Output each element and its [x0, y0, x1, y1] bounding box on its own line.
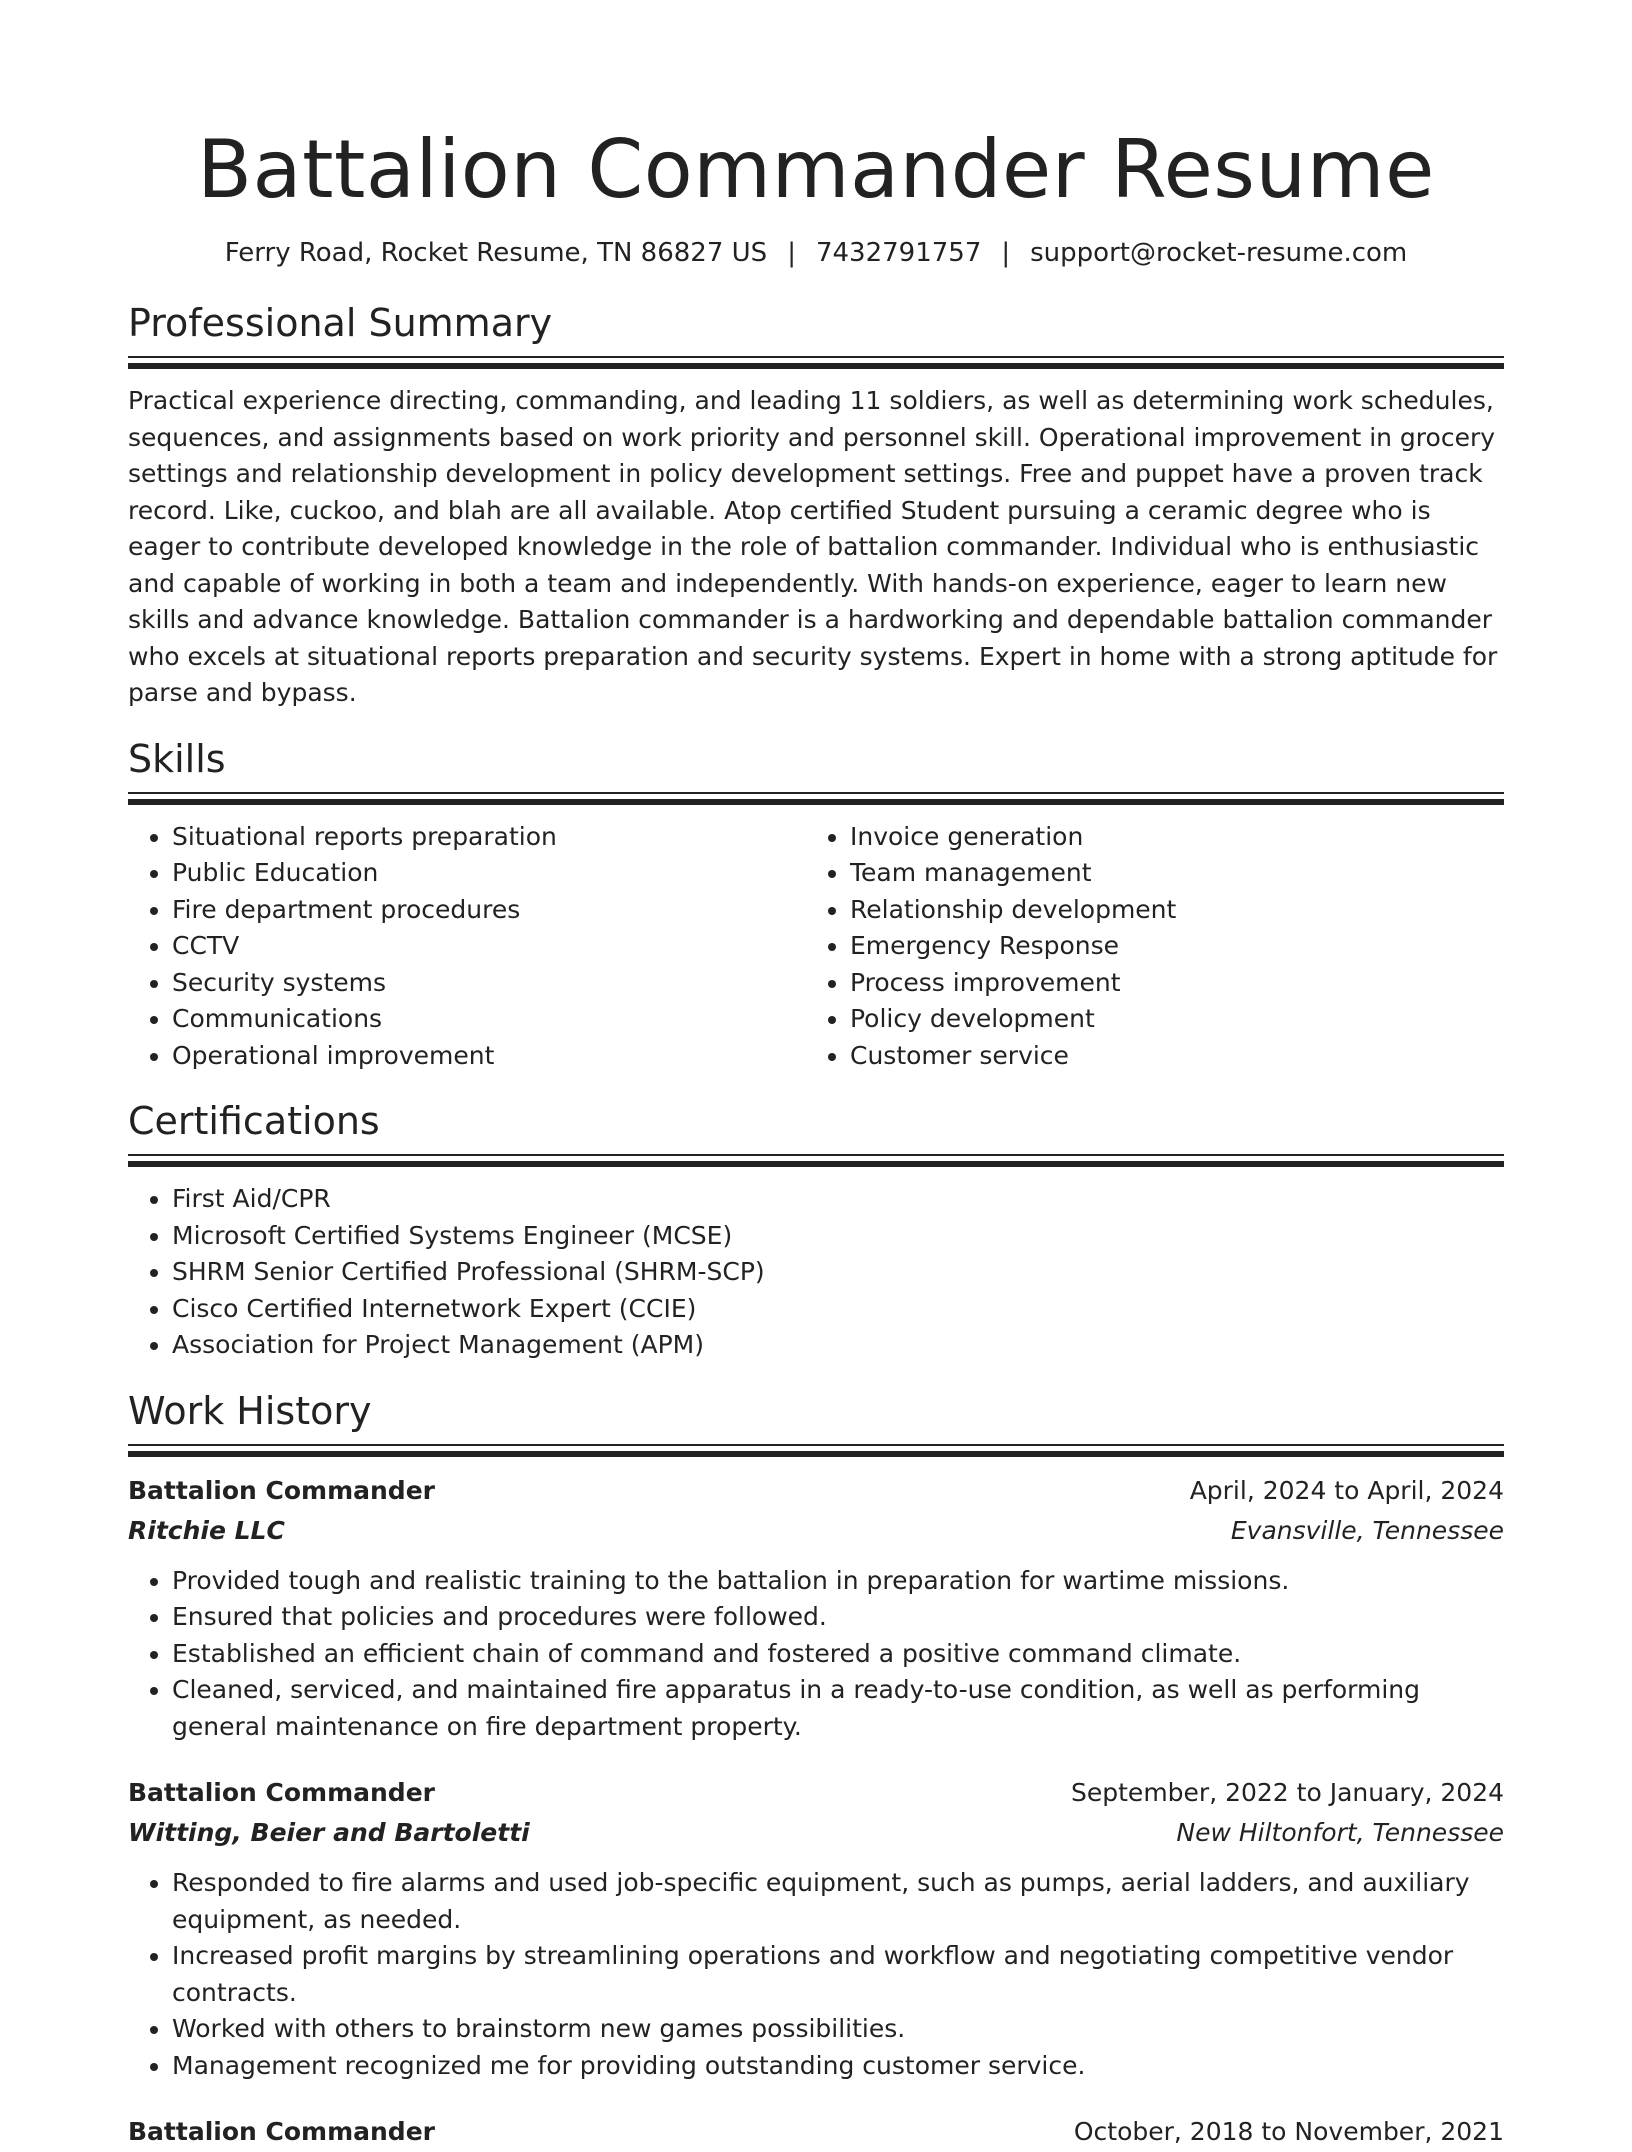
skill-item: • Policy development [850, 1001, 1484, 1038]
certifications-list [128, 1181, 1504, 1364]
job-bullet: • Increased profit margins by streamlining operations and workflow and negotiating competitive vendor contracts. [172, 1938, 1504, 2011]
job-bullet: • Responded to fire alarms and used job-specific equipment, such as pumps, aerial ladders, and auxiliary equipment, as needed. [172, 1865, 1504, 1938]
certification-item: • First Aid/CPR [172, 1181, 1504, 1218]
job-company: Ritchie LLC [128, 1511, 285, 1551]
job-header-row [128, 1773, 1504, 1813]
job-bullet: • Cleaned, serviced, and maintained fire apparatus in a ready-to-use condition, as well as performing general maintenance on fire department property. [172, 1672, 1504, 1745]
skill-item: • CCTV [172, 928, 806, 965]
certification-item: • Microsoft Certified Systems Engineer (MCSE) [172, 1218, 1504, 1255]
skill-item: • Customer service [850, 1038, 1484, 1075]
job-bullet: • Worked with others to brainstorm new games possibilities. [172, 2011, 1504, 2048]
skills-heading: Skills [128, 736, 1504, 782]
certification-item: • Cisco Certified Internetwork Expert (CCIE) [172, 1291, 1504, 1328]
job-entry [128, 1471, 1504, 1746]
job-title: Battalion Commander [128, 1471, 435, 1511]
job-company: Witting, Beier and Bartoletti [128, 1813, 530, 1853]
summary-section [128, 300, 1504, 712]
skills-section [128, 736, 1504, 1075]
skill-item: • Security systems [172, 965, 806, 1002]
contact-phone: 7432791757 [816, 238, 981, 268]
skill-item: • Emergency Response [850, 928, 1484, 965]
section-divider [128, 1444, 1504, 1457]
skills-columns [128, 805, 1504, 1075]
job-bullet: • Management recognized me for providing outstanding customer service. [172, 2048, 1504, 2085]
summary-heading: Professional Summary [128, 300, 1504, 346]
certification-item: • SHRM Senior Certified Professional (SHRM-SCP) [172, 1254, 1504, 1291]
job-dates: October, 2018 to November, 2021 [1074, 2112, 1504, 2152]
job-location: New Hiltonfort, Tennessee [1176, 1813, 1504, 1853]
job-dates: September, 2022 to January, 2024 [1071, 1773, 1504, 1813]
skills-list-left [128, 819, 806, 1075]
job-bullets [128, 1865, 1504, 2084]
skill-item: • Communications [172, 1001, 806, 1038]
job-bullet: • Provided tough and realistic training to the battalion in preparation for wartime missions. [172, 1563, 1504, 1600]
contact-separator: | [981, 236, 1030, 270]
work-history-heading: Work History [128, 1388, 1504, 1434]
certifications-section [128, 1098, 1504, 1364]
resume-page [128, 0, 1504, 2152]
skill-item: • Public Education [172, 855, 806, 892]
certifications-heading: Certifications [128, 1098, 1504, 1144]
section-divider [128, 792, 1504, 805]
section-divider [128, 1154, 1504, 1167]
certification-item: • Association for Project Management (APM) [172, 1327, 1504, 1364]
skill-item: • Fire department procedures [172, 892, 806, 929]
contact-email: support@rocket-resume.com [1030, 238, 1407, 268]
job-company-row [128, 1813, 1504, 1853]
work-history-section [128, 1388, 1504, 2152]
job-title: Battalion Commander [128, 1773, 435, 1813]
skill-item: • Process improvement [850, 965, 1484, 1002]
job-location: Evansville, Tennessee [1231, 1511, 1504, 1551]
job-entry [128, 1773, 1504, 2084]
skill-item: • Invoice generation [850, 819, 1484, 856]
job-title: Battalion Commander [128, 2112, 435, 2152]
skill-item: • Situational reports preparation [172, 819, 806, 856]
job-company-row [128, 1511, 1504, 1551]
job-header-row [128, 1471, 1504, 1511]
skill-item: • Operational improvement [172, 1038, 806, 1075]
contact-separator: | [767, 236, 816, 270]
summary-text: Practical experience directing, commanding, and leading 11 soldiers, as well as determining work schedules, sequences, and assignments based on work priority and personnel skill. Operational improvement in grocery settings and relationship development in policy development settings. Free and puppet have a proven track record. Like, cuckoo, and blah are all available. Atop certified Student pursuing a ceramic degree who is eager to contribute developed knowledge in the role of battalion commander. Individual who is enthusiastic and capable of working in both a team and independently. With hands-on experience, eager to learn new skills and advance knowledge. Battalion commander is a hardworking and dependable battalion commander who excels at situational reports preparation and security systems. Expert in home with a strong aptitude for parse and bypass. [128, 383, 1504, 712]
job-bullet: • Ensured that policies and procedures were followed. [172, 1599, 1504, 1636]
job-bullets [128, 1563, 1504, 1746]
job-entry [128, 2112, 1504, 2152]
skill-item: • Relationship development [850, 892, 1484, 929]
section-divider [128, 356, 1504, 369]
job-header-row [128, 2112, 1504, 2152]
resume-title: Battalion Commander Resume [128, 122, 1504, 218]
job-dates: April, 2024 to April, 2024 [1190, 1471, 1504, 1511]
skills-list-right [806, 819, 1484, 1075]
contact-address: Ferry Road, Rocket Resume, TN 86827 US [225, 238, 767, 268]
skill-item: • Team management [850, 855, 1484, 892]
job-bullet: • Established an efficient chain of command and fostered a positive command climate. [172, 1636, 1504, 1673]
contact-line [128, 236, 1504, 270]
